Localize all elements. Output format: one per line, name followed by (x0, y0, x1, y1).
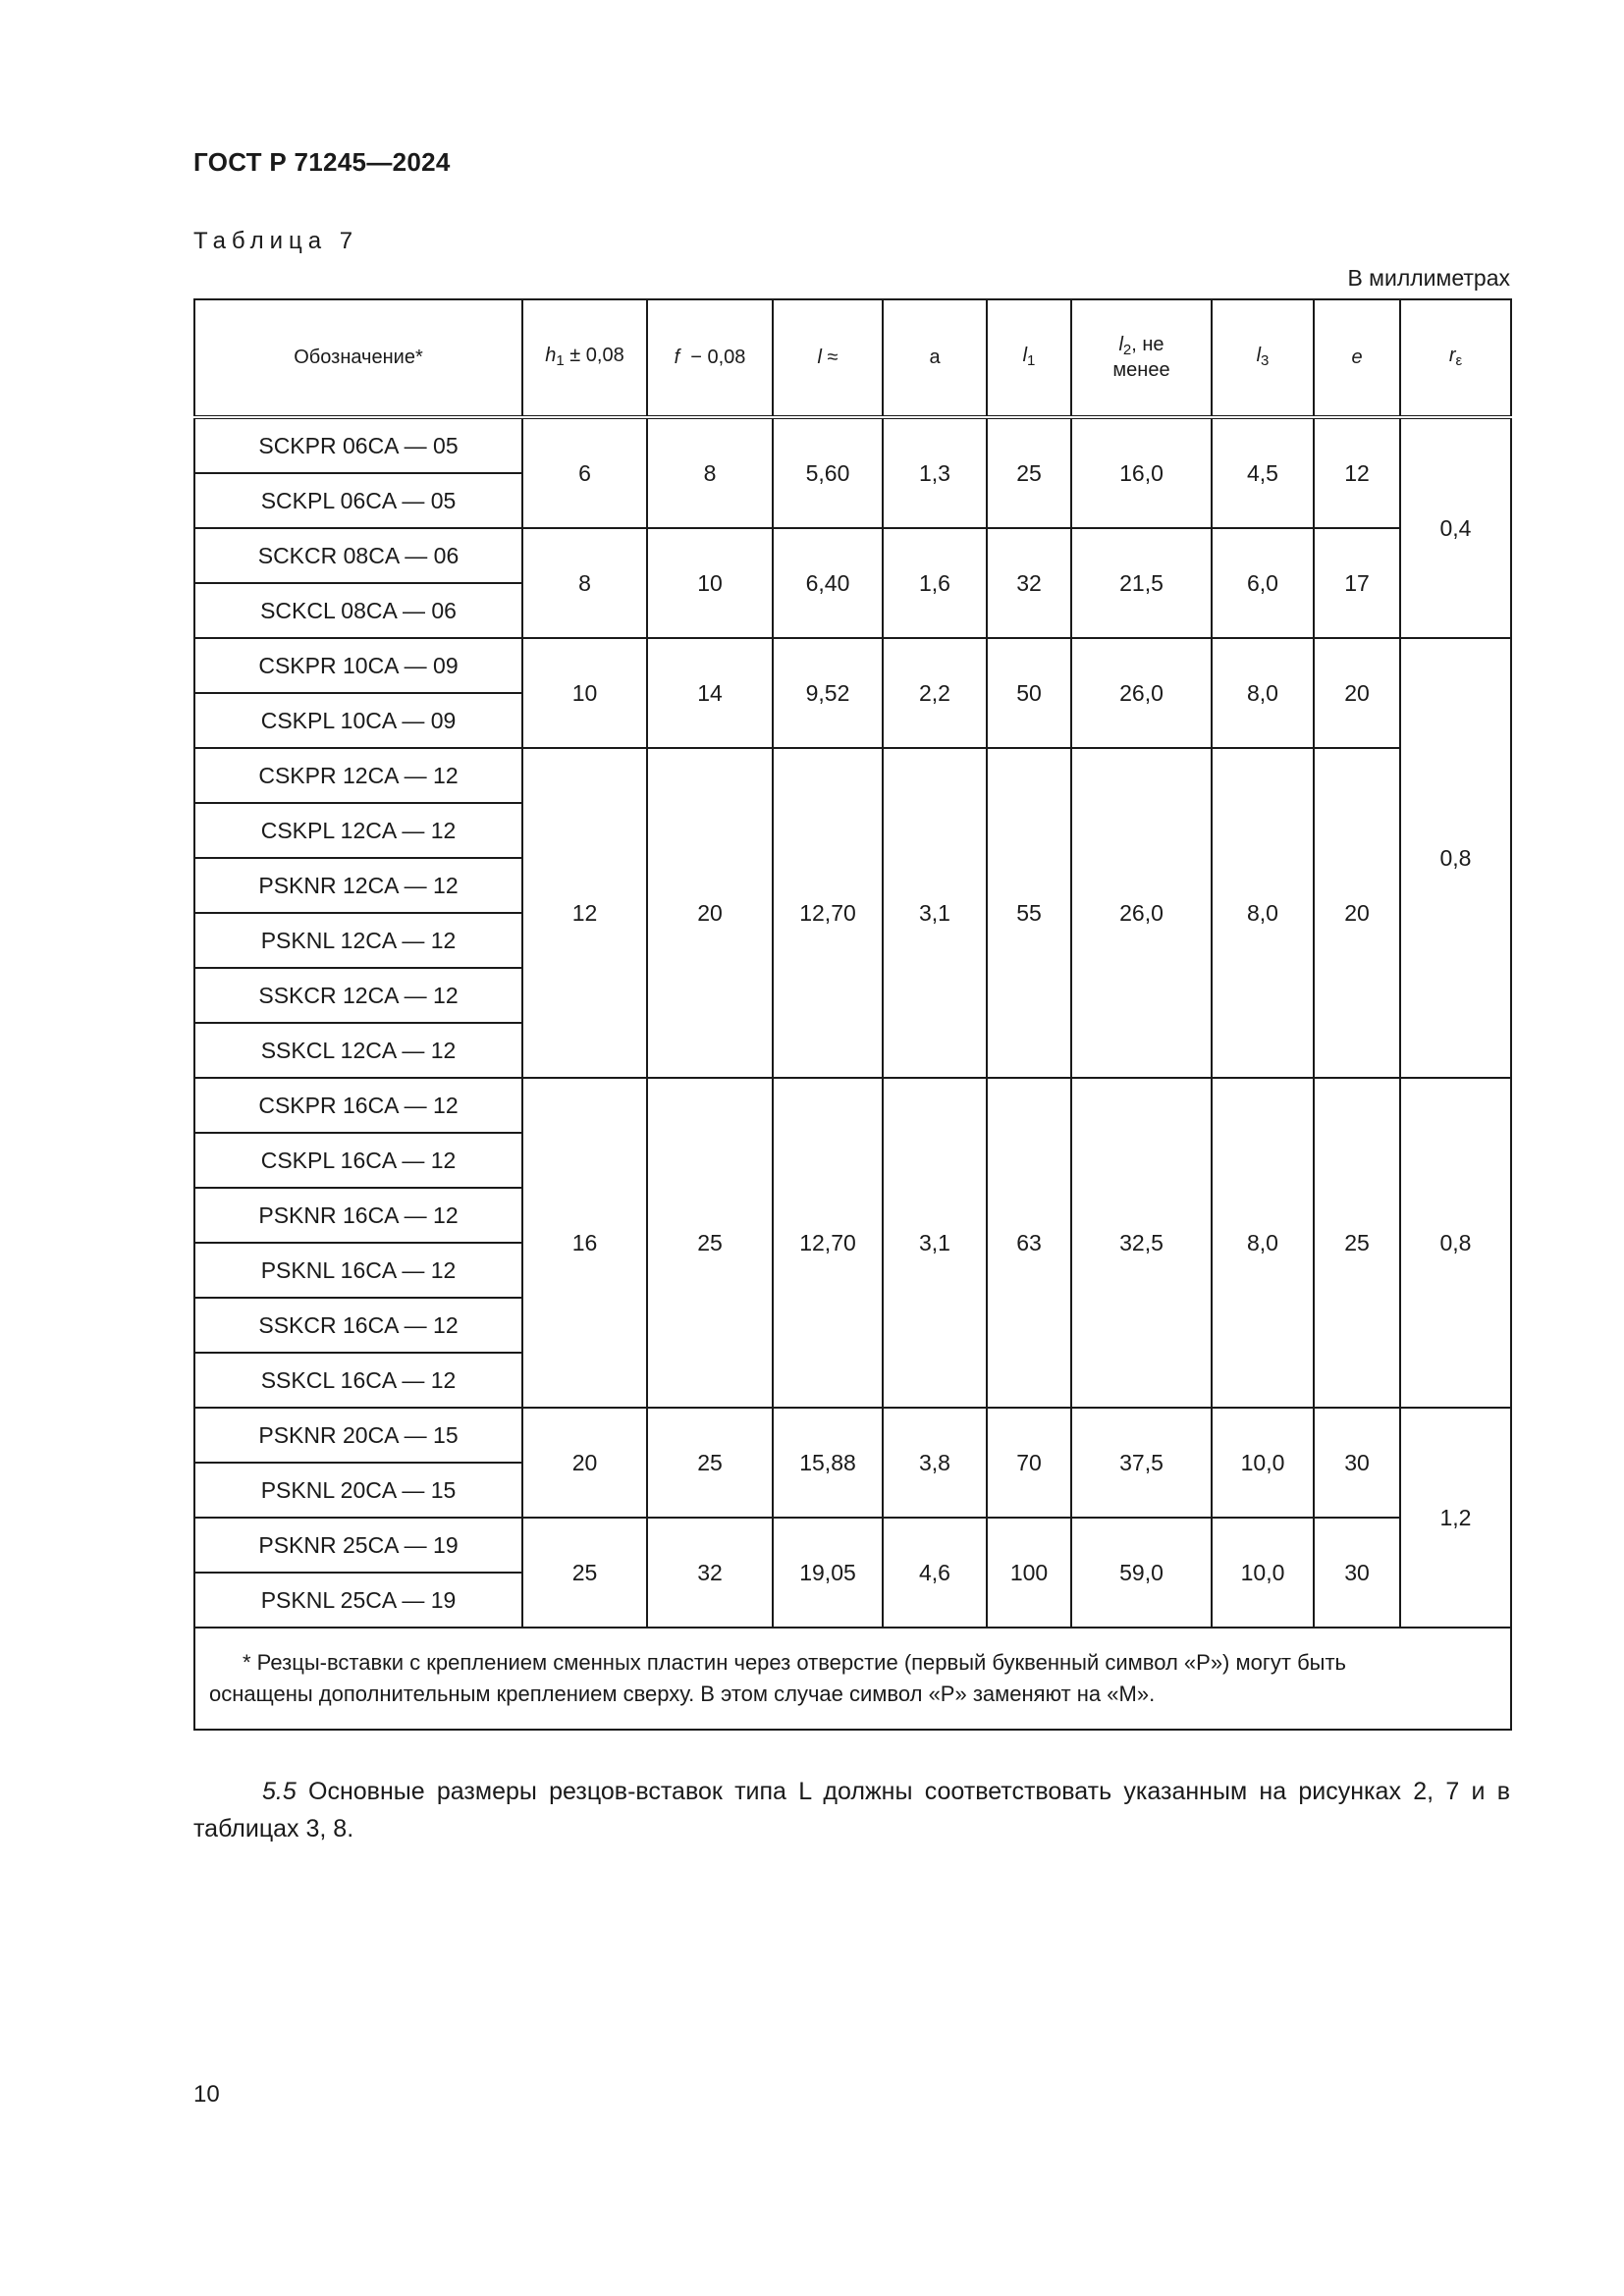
e-cell: 20 (1314, 748, 1400, 1078)
designation-cell: SCKCL 08CA — 06 (194, 583, 522, 638)
col-header-h1: $h_1 \pm 0,08$ (522, 299, 647, 417)
designation-cell: CSKPL 12CA — 12 (194, 803, 522, 858)
l2-cell: 59,0 (1071, 1518, 1212, 1628)
designation-cell: PSKNL 25CA — 19 (194, 1573, 522, 1628)
units-label: В миллиметрах (1347, 265, 1510, 291)
col-header-l: l ≈ (773, 299, 883, 417)
l3-cell: 8,0 (1212, 1078, 1314, 1408)
f-cell: 10 (647, 528, 773, 638)
a-cell: 4,6 (883, 1518, 987, 1628)
paragraph-number: 5.5 (262, 1778, 297, 1805)
table-row (194, 748, 1511, 803)
a-cell: 2,2 (883, 638, 987, 748)
table-row (194, 1408, 1511, 1463)
e-cell: 30 (1314, 1408, 1400, 1518)
r-cell: 1,2 (1400, 1408, 1511, 1628)
designation-cell: CSKPR 16CA — 12 (194, 1078, 522, 1133)
l-cell: 15,88 (773, 1408, 883, 1518)
l3-cell: 10,0 (1212, 1518, 1314, 1628)
designation-cell: SCKPL 06CA — 05 (194, 473, 522, 528)
col-header-f: f − 0,08 (647, 299, 773, 417)
l1-cell: 100 (987, 1518, 1071, 1628)
l3-cell: 8,0 (1212, 638, 1314, 748)
table-row (194, 417, 1511, 473)
designation-cell: CSKPR 12CA — 12 (194, 748, 522, 803)
document-header: ГОСТ Р 71245—2024 (193, 147, 451, 177)
h1-cell: 16 (522, 1078, 647, 1408)
l-cell: 12,70 (773, 1078, 883, 1408)
designation-cell: PSKNR 20CA — 15 (194, 1408, 522, 1463)
r-cell: 0,8 (1400, 638, 1511, 1078)
l3-cell: 10,0 (1212, 1408, 1314, 1518)
paragraph-5-5 (193, 1773, 1510, 1847)
designation-cell: SSKCR 16CA — 12 (194, 1298, 522, 1353)
col-header-l1: $l_1$ (987, 299, 1071, 417)
designation-cell: PSKNR 25CA — 19 (194, 1518, 522, 1573)
designation-cell: SSKCL 12CA — 12 (194, 1023, 522, 1078)
f-cell: 8 (647, 417, 773, 528)
table-footnote (194, 1628, 1511, 1730)
table-header-row (194, 299, 1511, 417)
table-title: Таблица 7 (193, 228, 359, 254)
l2-cell: 16,0 (1071, 417, 1212, 528)
paragraph-text: Основные размеры резцов-вставок типа L должны соответствовать указанным на рисунках 2, 7 и в таблицах 3, 8. (193, 1778, 1510, 1842)
l1-cell: 70 (987, 1408, 1071, 1518)
footnote-line-1: * Резцы-вставки с креплением сменных пластин через отверстие (первый буквенный символ «P») могут быть (243, 1650, 1347, 1675)
l1-cell: 25 (987, 417, 1071, 528)
a-cell: 1,6 (883, 528, 987, 638)
l3-cell: 4,5 (1212, 417, 1314, 528)
col-header-l2: $l_2$, не менее (1071, 299, 1212, 417)
l1-cell: 50 (987, 638, 1071, 748)
l-cell: 6,40 (773, 528, 883, 638)
l3-cell: 6,0 (1212, 528, 1314, 638)
f-cell: 14 (647, 638, 773, 748)
col-header-e: e (1314, 299, 1400, 417)
l1-cell: 63 (987, 1078, 1071, 1408)
col-header-designation: Обозначение* (194, 299, 522, 417)
l2-cell: 37,5 (1071, 1408, 1212, 1518)
l2-cell: 26,0 (1071, 748, 1212, 1078)
designation-cell: PSKNL 12CA — 12 (194, 913, 522, 968)
table-body (194, 417, 1511, 1730)
l3-cell: 8,0 (1212, 748, 1314, 1078)
designation-cell: SCKPR 06CA — 05 (194, 417, 522, 473)
col-header-r: $r_\varepsilon$ (1400, 299, 1511, 417)
designation-cell: SSKCR 12CA — 12 (194, 968, 522, 1023)
l-cell: 12,70 (773, 748, 883, 1078)
designation-cell: CSKPL 10CA — 09 (194, 693, 522, 748)
l-cell: 19,05 (773, 1518, 883, 1628)
col-header-l3: $l_3$ (1212, 299, 1314, 417)
e-cell: 30 (1314, 1518, 1400, 1628)
designation-cell: PSKNR 16CA — 12 (194, 1188, 522, 1243)
footnote-line-2: оснащены дополнительным креплением сверху. В этом случае символ «P» заменяют на «M». (209, 1682, 1156, 1706)
h1-cell: 8 (522, 528, 647, 638)
a-cell: 1,3 (883, 417, 987, 528)
r-cell: 0,8 (1400, 1078, 1511, 1408)
f-cell: 20 (647, 748, 773, 1078)
e-cell: 17 (1314, 528, 1400, 638)
table-row (194, 528, 1511, 583)
h1-cell: 6 (522, 417, 647, 528)
designation-cell: SSKCL 16CA — 12 (194, 1353, 522, 1408)
table-row (194, 1518, 1511, 1573)
page-number: 10 (193, 2081, 220, 2108)
h1-cell: 20 (522, 1408, 647, 1518)
a-cell: 3,1 (883, 748, 987, 1078)
designation-cell: SCKCR 08CA — 06 (194, 528, 522, 583)
f-cell: 25 (647, 1408, 773, 1518)
table-row (194, 1078, 1511, 1133)
designation-cell: PSKNR 12CA — 12 (194, 858, 522, 913)
designation-cell: PSKNL 16CA — 12 (194, 1243, 522, 1298)
col-header-a: a (883, 299, 987, 417)
l2-cell: 26,0 (1071, 638, 1212, 748)
l1-cell: 55 (987, 748, 1071, 1078)
designation-cell: CSKPR 10CA — 09 (194, 638, 522, 693)
dimensions-table (193, 298, 1512, 1731)
r-cell: 0,4 (1400, 417, 1511, 638)
l-cell: 5,60 (773, 417, 883, 528)
e-cell: 12 (1314, 417, 1400, 528)
f-cell: 32 (647, 1518, 773, 1628)
l1-cell: 32 (987, 528, 1071, 638)
f-cell: 25 (647, 1078, 773, 1408)
l2-cell: 21,5 (1071, 528, 1212, 638)
table-row (194, 638, 1511, 693)
a-cell: 3,1 (883, 1078, 987, 1408)
designation-cell: PSKNL 20CA — 15 (194, 1463, 522, 1518)
a-cell: 3,8 (883, 1408, 987, 1518)
designation-cell: CSKPL 16CA — 12 (194, 1133, 522, 1188)
footnote-row (194, 1628, 1511, 1730)
e-cell: 25 (1314, 1078, 1400, 1408)
e-cell: 20 (1314, 638, 1400, 748)
h1-cell: 25 (522, 1518, 647, 1628)
l-cell: 9,52 (773, 638, 883, 748)
h1-cell: 10 (522, 638, 647, 748)
l2-cell: 32,5 (1071, 1078, 1212, 1408)
h1-cell: 12 (522, 748, 647, 1078)
